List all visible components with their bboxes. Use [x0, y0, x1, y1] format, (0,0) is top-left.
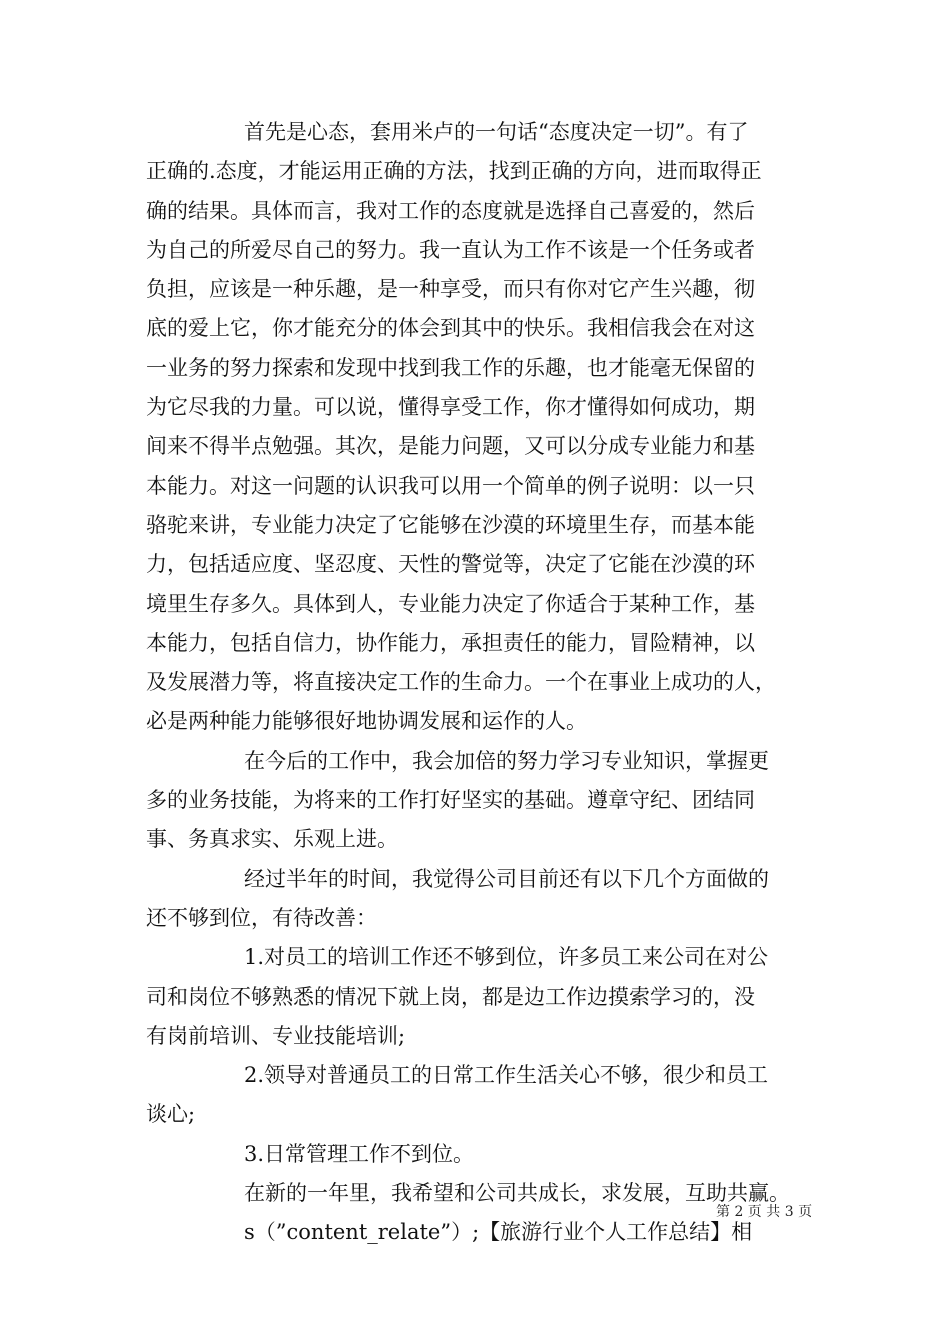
- paragraph-line: 正确的.态度，才能运用正确的方法，找到正确的方向，进而取得正: [146, 159, 762, 184]
- list-item-line: 3.日常管理工作不到位。: [244, 1141, 475, 1166]
- list-item-line: 有岗前培训、专业技能培训;: [146, 1023, 406, 1048]
- paragraph-line: 本能力，包括自信力，协作能力，承担责任的能力，冒险精神，以: [146, 630, 755, 655]
- paragraph-line: 间来不得半点勉强。其次，是能力问题，又可以分成专业能力和基: [146, 434, 755, 459]
- paragraph-line: 确的结果。具体而言，我对工作的态度就是选择自己喜爱的，然后: [146, 198, 755, 223]
- paragraph-line: 底的爱上它，你才能充分的体会到其中的快乐。我相信我会在对这: [146, 316, 755, 341]
- paragraph-line: 负担，应该是一种乐趣，是一种享受，而只有你对它产生兴趣，彻: [146, 277, 755, 302]
- paragraph-line: 多的业务技能，为将来的工作打好坚实的基础。遵章守纪、团结同: [146, 788, 755, 813]
- paragraph-line: 为自己的所爱尽自己的努力。我一直认为工作不该是一个任务或者: [146, 237, 755, 262]
- list-item-line: 1.对员工的培训工作还不够到位，许多员工来公司在对公: [244, 945, 769, 970]
- paragraph-line: 及发展潜力等，将直接决定工作的生命力。一个在事业上成功的人，: [146, 670, 776, 695]
- paragraph-line: 在今后的工作中，我会加倍的努力学习专业知识，掌握更: [244, 748, 769, 773]
- paragraph-line: 为它尽我的力量。可以说，懂得享受工作，你才懂得如何成功，期: [146, 395, 755, 420]
- paragraph-line: 境里生存多久。具体到人，专业能力决定了你适合于某种工作，基: [146, 591, 755, 616]
- page-number-footer: 第 2 页 共 3 页: [716, 1204, 813, 1220]
- list-item-line: 谈心;: [146, 1102, 196, 1127]
- document-body: [146, 113, 806, 1253]
- paragraph-line: 必是两种能力能够很好地协调发展和运作的人。: [146, 709, 587, 734]
- paragraph-line: 力，包括适应度、坚忍度、天性的警觉等，决定了它能在沙漠的环: [146, 552, 755, 577]
- paragraph-line: 本能力。对这一问题的认识我可以用一个简单的例子说明：以一只: [146, 473, 755, 498]
- paragraph-line: 经过半年的时间，我觉得公司目前还有以下几个方面做的: [244, 866, 769, 891]
- paragraph-line: s（”content_relate”）;【旅游行业个人工作总结】相: [244, 1220, 753, 1245]
- paragraph-line: 在新的一年里，我希望和公司共成长，求发展，互助共赢。: [244, 1181, 790, 1206]
- list-item-line: 司和岗位不够熟悉的情况下就上岗，都是边工作边摸索学习的，没: [146, 984, 755, 1009]
- paragraph-line: 首先是心态，套用米卢的一句话“态度决定一切”。有了: [244, 120, 749, 144]
- paragraph-line: 一业务的努力探索和发现中找到我工作的乐趣，也才能毫无保留的: [146, 355, 755, 380]
- list-item-line: 2.领导对普通员工的日常工作生活关心不够，很少和员工: [244, 1063, 769, 1088]
- paragraph-line: 骆驼来讲，专业能力决定了它能够在沙漠的环境里生存，而基本能: [146, 512, 755, 537]
- paragraph-line: 还不够到位，有待改善：: [146, 905, 377, 930]
- paragraph-line: 事、务真求实、乐观上进。: [146, 827, 398, 852]
